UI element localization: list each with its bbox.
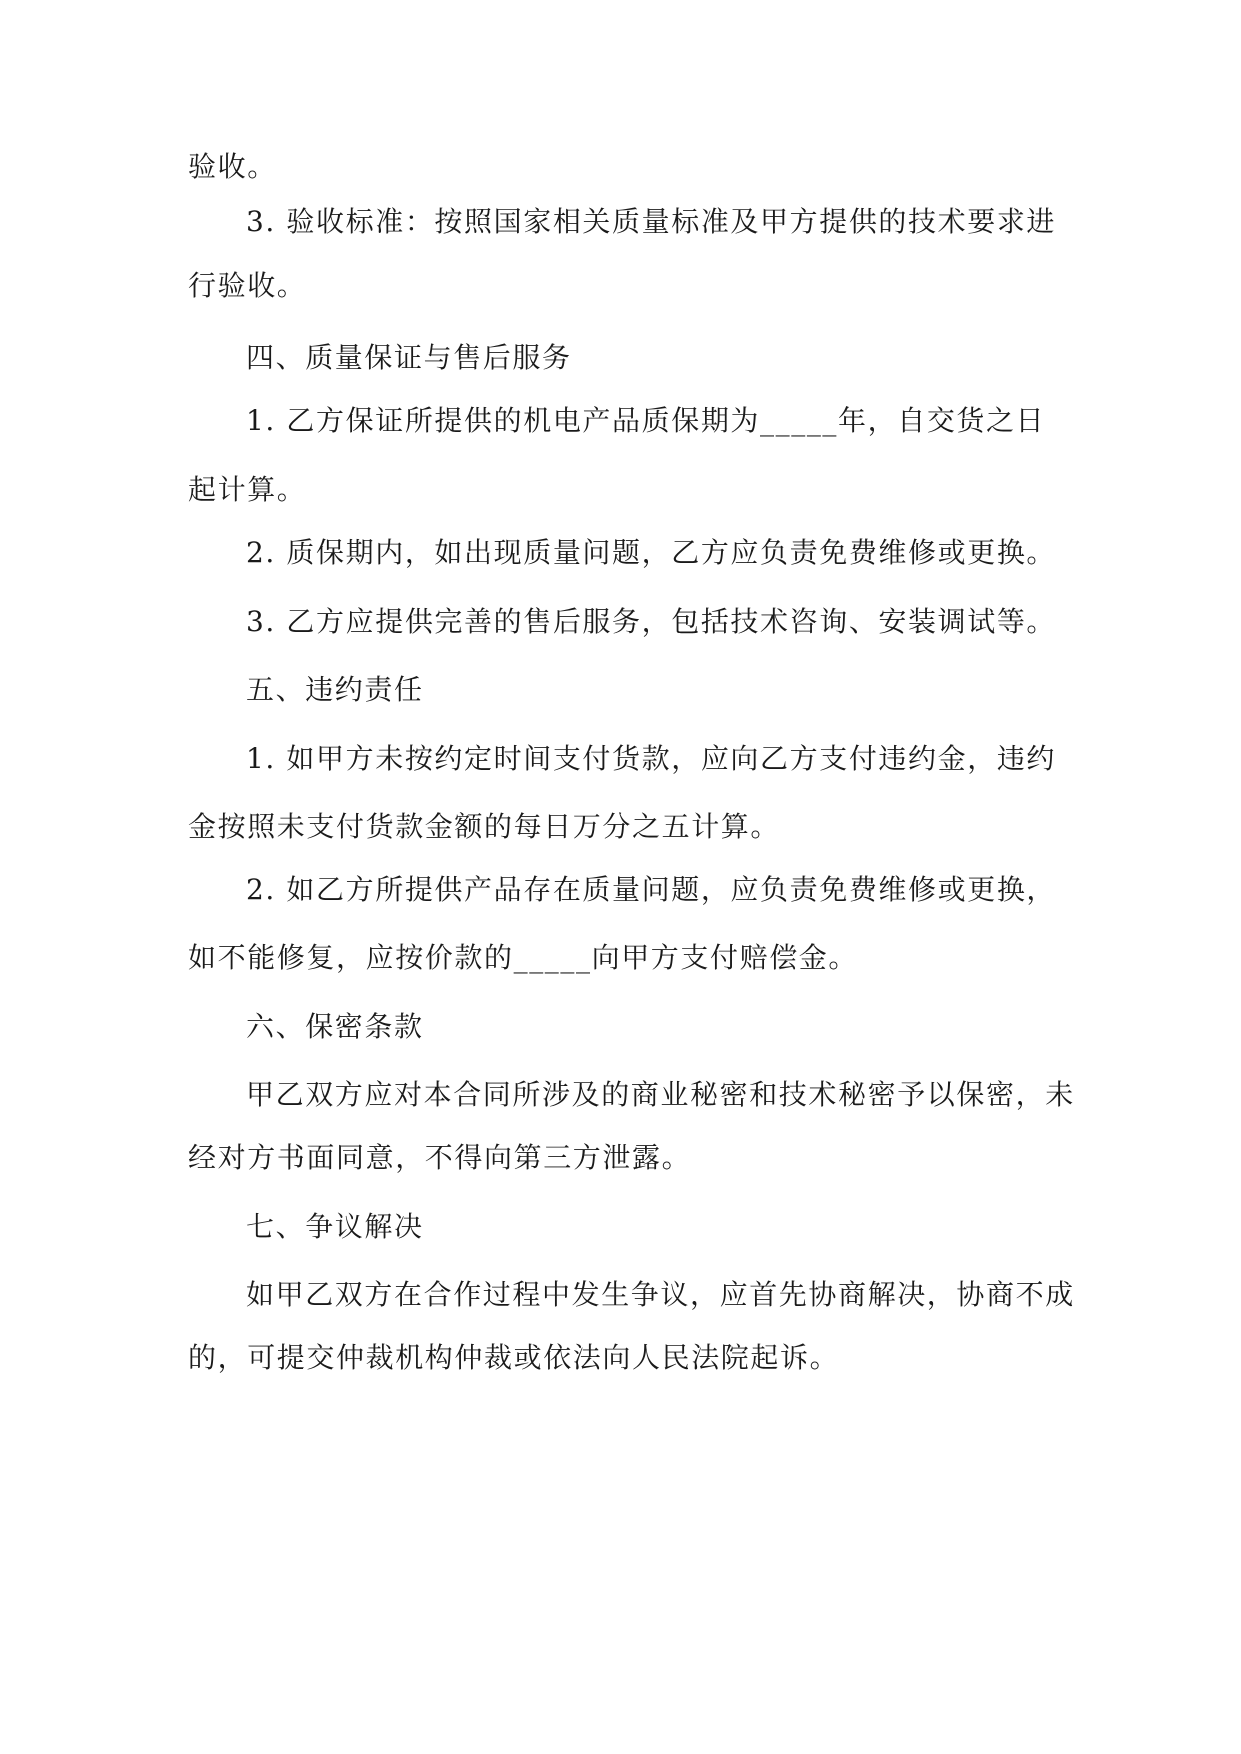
text-line: 如甲乙双方在合作过程中发生争议，应首先协商解决，协商不成	[246, 1278, 1075, 1311]
text-line: 2. 如乙方所提供产品存在质量问题，应负责免费维修或更换，	[246, 873, 1057, 906]
section-heading: 六、保密条款	[246, 1010, 424, 1043]
section-heading: 四、质量保证与售后服务	[246, 341, 572, 374]
text-line: 1. 乙方保证所提供的机电产品质保期为_____年，自交货之日	[246, 404, 1046, 437]
text-line: 的，可提交仲裁机构仲裁或依法向人民法院起诉。	[188, 1341, 840, 1374]
text-line: 2. 质保期内，如出现质量问题，乙方应负责免费维修或更换。	[246, 536, 1057, 569]
text-line: 甲乙双方应对本合同所涉及的商业秘密和技术秘密予以保密，未	[246, 1078, 1075, 1111]
section-heading: 七、争议解决	[246, 1210, 424, 1243]
text-line: 行验收。	[188, 269, 307, 302]
text-line: 1. 如甲方未按约定时间支付货款，应向乙方支付违约金，违约	[246, 742, 1057, 775]
text-line: 起计算。	[188, 473, 307, 506]
text-line: 3. 验收标准：按照国家相关质量标准及甲方提供的技术要求进	[246, 205, 1057, 238]
text-line: 如不能修复，应按价款的_____向甲方支付赔偿金。	[188, 941, 859, 974]
text-line: 验收。	[188, 150, 277, 183]
section-heading: 五、违约责任	[246, 673, 424, 706]
text-line: 3. 乙方应提供完善的售后服务，包括技术咨询、安装调试等。	[246, 605, 1057, 638]
text-line: 金按照未支付货款金额的每日万分之五计算。	[188, 810, 781, 843]
text-line: 经对方书面同意，不得向第三方泄露。	[188, 1141, 692, 1174]
